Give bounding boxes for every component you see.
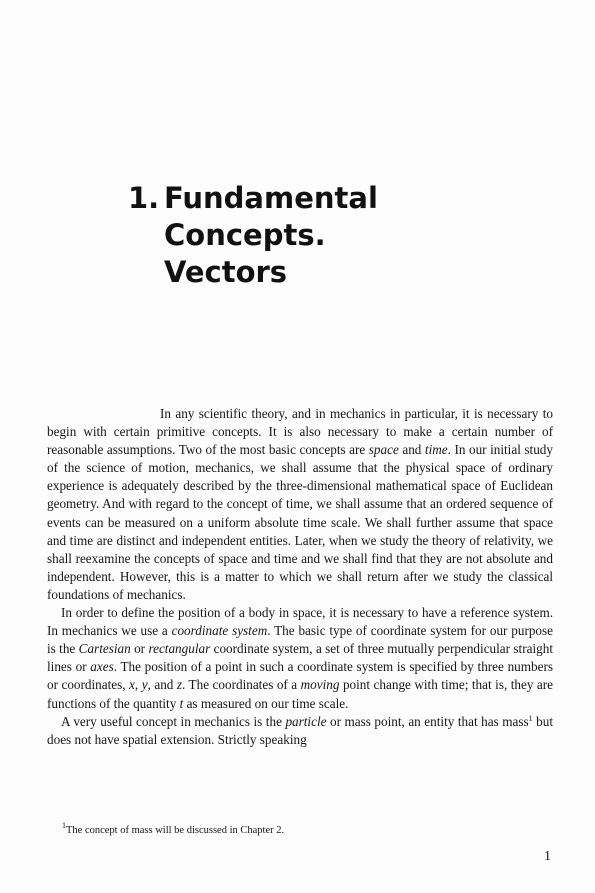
- paragraph-text: . The position of a point in such a coordinate system is specified by three numbers or coordinates,: [47, 659, 553, 693]
- italic-term-particle: particle: [285, 713, 327, 729]
- body-text: [47, 405, 553, 749]
- paragraph-1: [47, 405, 553, 604]
- chapter-title-line-1: [128, 180, 378, 217]
- paragraph-3: [47, 713, 553, 749]
- italic-term-space: space: [368, 442, 399, 458]
- chapter-title-line-3: Vectors: [164, 255, 288, 289]
- italic-variable-y: y: [141, 677, 148, 693]
- paragraph-text: . The coordinates of a: [182, 677, 301, 693]
- paragraph-text: as measured on our time scale.: [183, 695, 349, 711]
- chapter-title: [128, 180, 378, 291]
- paragraph-text: ,: [134, 677, 142, 693]
- paragraph-text: In order to define the position of a body in space, it is necessary to have a reference system. In mechanics we use a: [47, 605, 553, 639]
- paragraph-text: coordinate system, a set of three mutually perpendicular straight lines or: [47, 641, 553, 675]
- italic-term-time: time: [424, 442, 448, 458]
- footnote-text: The concept of mass will be discussed in Chapter 2.: [66, 825, 285, 836]
- footnote-reference: 1: [528, 713, 533, 723]
- paragraph-text: but does not have spatial extension. Strictly speaking: [47, 713, 553, 747]
- paragraph-text: . In our initial study of the science of motion, mechanics, we shall assume that the physical space of ordinary experience is adequately described by the three-dimensional mathematical space of Euclidean geometry. And with regard to the concept of time, we shall assume that an ordered sequence of events can be measured on a uniform absolute time scale. We shall further assume that space and time are distinct and independent entities. Later, when we study the theory of relativity, we shall reexamine the concepts of space and time and we shall find that they are not absolute and independent. However, this is a matter to which we shall return after we study the classical foundations of mechanics.: [47, 442, 553, 602]
- paragraph-text: , and: [147, 677, 177, 693]
- chapter-title-word-1: Fundamental: [164, 181, 378, 215]
- paragraph-text: . The basic type of coordinate system for our purpose is the: [47, 623, 554, 657]
- footnote: [62, 821, 285, 836]
- chapter-number: 1.: [128, 181, 160, 215]
- italic-variable-t: t: [179, 695, 184, 711]
- paragraph-text: or: [130, 641, 149, 657]
- italic-term-cartesian: Cartesian: [78, 641, 131, 657]
- paragraph-text: In any scientific theory, and in mechanics in particular, it is necessary to begin with certain primitive concepts. It is also necessary to make a certain number of reasonable assumptions. Two of the most basic concepts are: [47, 406, 553, 458]
- italic-term-moving: moving: [300, 677, 340, 693]
- paragraph-text: point change with time; that is, they are functions of the quantity: [47, 677, 554, 711]
- footnote-marker: 1: [62, 821, 66, 830]
- paragraph-text: A very useful concept in mechanics is the: [61, 713, 286, 729]
- italic-variable-x: x: [129, 677, 135, 693]
- italic-variable-z: z: [176, 677, 183, 693]
- italic-term-axes: axes: [90, 659, 114, 675]
- chapter-title-line-2: Concepts.: [164, 218, 326, 252]
- italic-term-coordinate-system: coordinate system: [171, 623, 268, 639]
- paragraph-text: or mass point, an entity that has mass: [326, 713, 529, 729]
- paragraph-2: [47, 604, 553, 713]
- italic-term-rectangular: rectangular: [148, 641, 211, 657]
- paragraph-text: and: [398, 442, 425, 458]
- page-number: 1: [544, 849, 551, 864]
